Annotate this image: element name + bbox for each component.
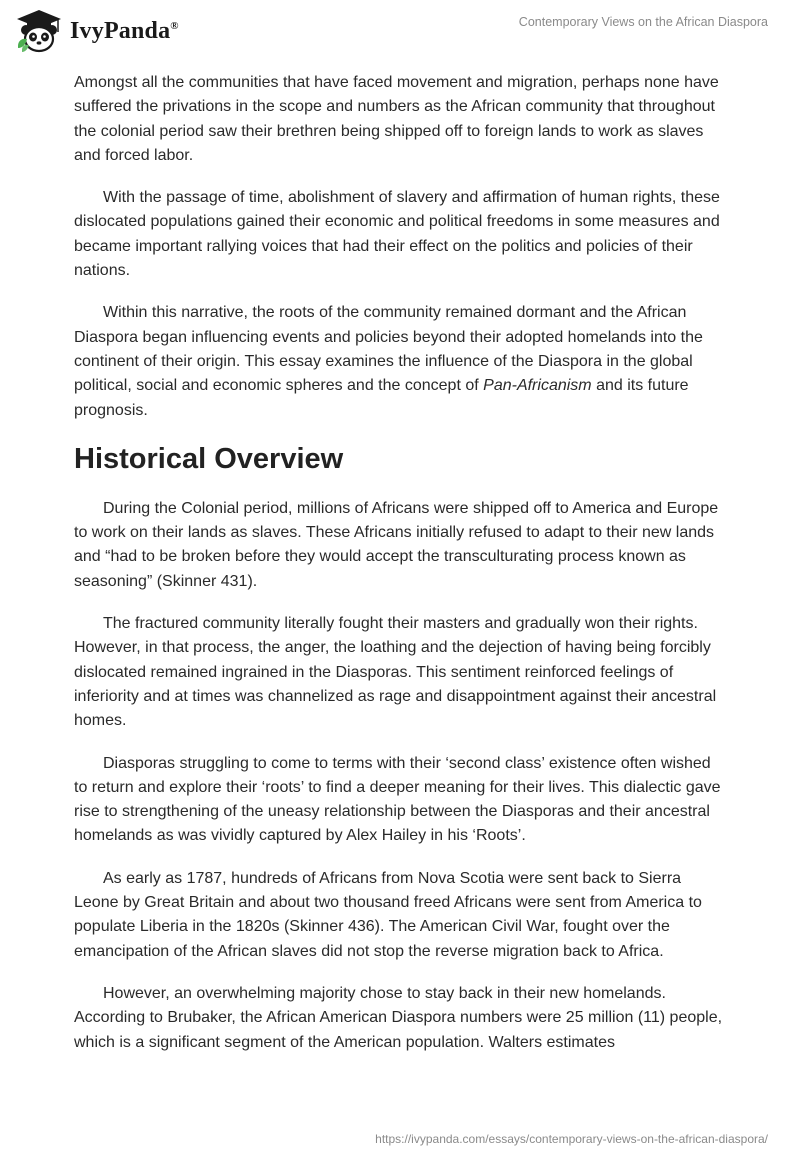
essay-body (74, 71, 724, 1073)
paragraph-reverse-migration: As early as 1787, hundreds of Africans from Nova Scotia were sent back to Sierra Leone by Great Britain and about two thousand freed Africans were sent from America to populate Liberia in the 1820s (Skinner 436). The American Civil War, fought over the emancipation of the African slaves did not stop the reverse migration back to Africa. (74, 869, 702, 960)
paragraph-roots: Diasporas struggling to come to terms with their ‘second class’ existence often wished to return and explore their ‘roots’ to find a deeper meaning for their lives. This dialectic gave rise to strengthening of the uneasy relationship between the Diasporas and their ancestral homelands as was vividly captured by Alex Hailey in his ‘Roots’. (74, 754, 721, 845)
pan-africanism-term: Pan-Africanism (483, 377, 592, 395)
registered-mark: ® (170, 19, 179, 32)
paragraph-population: However, an overwhelming majority chose to stay back in their new homelands. According to Brubaker, the African American Diaspora numbers were 25 million (11) people, which is a significant segment of the American population. Walters estimates (74, 984, 723, 1051)
paragraph-freedoms: With the passage of time, abolishment of slavery and affirmation of human rights, these dislocated populations gained their economic and political freedoms in some measures and became important rallying voices that had their effect on the politics and policies of their nations. (74, 189, 720, 280)
source-url[interactable]: https://ivypanda.com/essays/contemporary-views-on-the-african-diaspora/ (375, 1132, 768, 1146)
paragraph-thesis (74, 301, 724, 422)
paragraph-fractured-community: The fractured community literally fought their masters and gradually won their rights. However, in that process, the anger, the loathing and the dejection of having being forcibly dislocated remained ingrained in the Diasporas. This sentiment reinforced feelings of inferiority and at times was channelized as rage and disappointment against their ancestral homes. (74, 615, 717, 730)
paragraph-thesis-start: Within this narrative, the roots of the community remained dormant and the African Diaspora began influencing events and policies beyond their adopted homelands into the continent of their origin. This essay examines the influence of the Diaspora in the global political, social and economic spheres and the concept of (74, 304, 703, 395)
panda-graduate-icon (14, 8, 64, 54)
paragraph-intro: Amongst all the communities that have faced movement and migration, perhaps none have suffered the privations in the scope and numbers as the African community that throughout the colonial period saw their brethren being shipped off to foreign lands to work as slaves and forced labor. (74, 74, 719, 164)
page-header (0, 0, 800, 70)
section-heading-historical-overview: Historical Overview (74, 442, 344, 475)
paragraph-thesis-end: and its future prognosis. (74, 377, 689, 419)
document-title: Contemporary Views on the African Diaspora (518, 15, 768, 29)
brand-name: IvyPanda® (70, 17, 179, 44)
brand-logo[interactable] (14, 8, 179, 54)
paragraph-colonial-period: During the Colonial period, millions of Africans were shipped off to America and Europe to work on their lands as slaves. These Africans initially refused to adapt to their new lands and “had to be broken before they would accept the transculturating process known as seasoning” (Skinner 431). (74, 499, 719, 590)
